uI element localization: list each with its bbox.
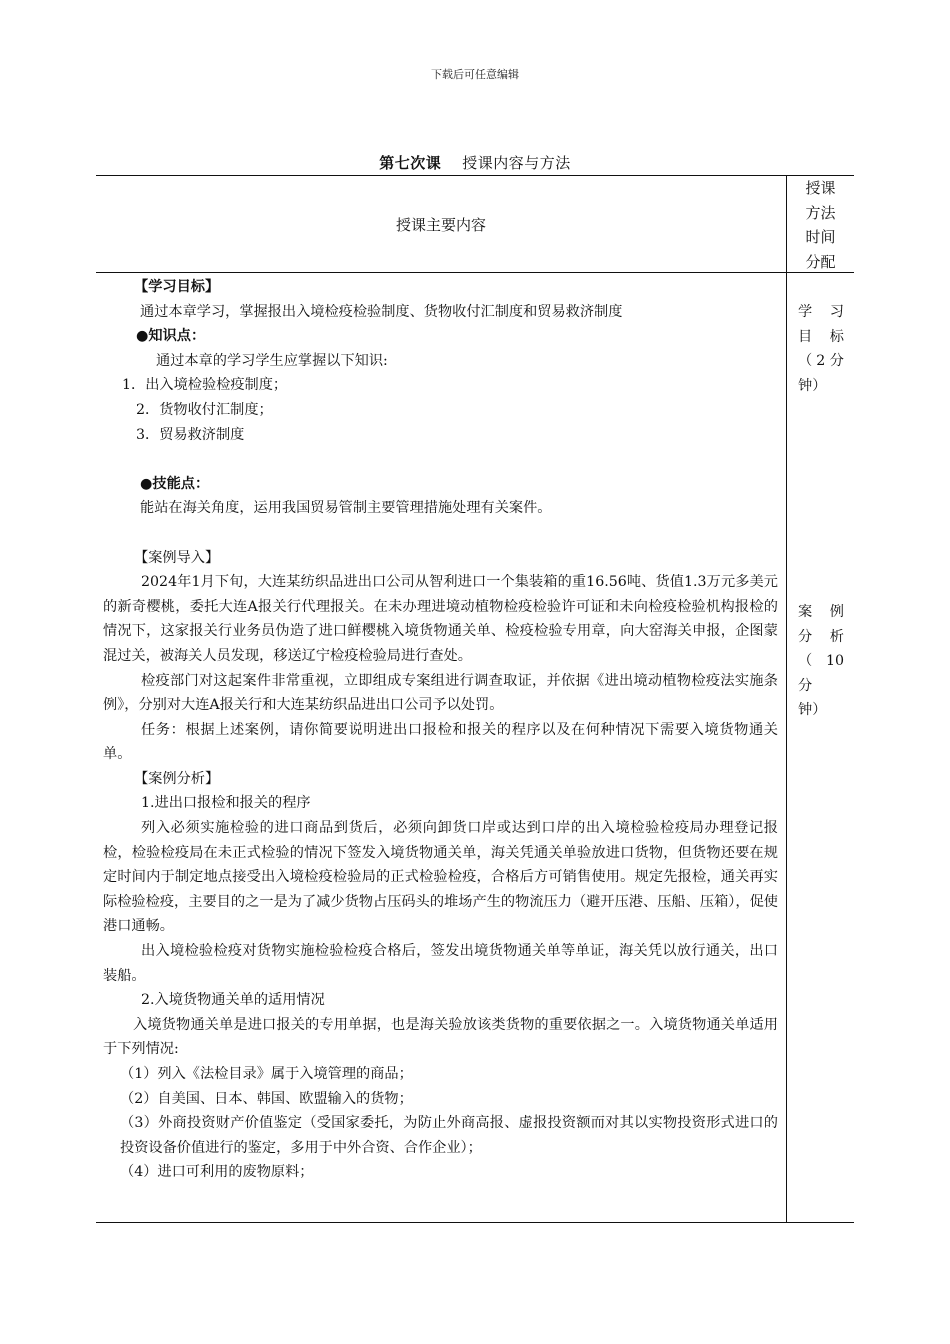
header-main-content: 授课主要内容 — [395, 216, 486, 234]
header-method-time — [787, 176, 854, 274]
goal-heading: 【学习目标】 — [134, 279, 220, 295]
knowledge-item: 1．出入境检验检疫制度； — [122, 377, 288, 394]
lesson-number: 第七次课 — [379, 154, 442, 172]
side-note-text: 例 — [829, 604, 844, 620]
side-note-text: 案 — [798, 604, 813, 620]
header-side-line: 分配 — [805, 252, 836, 271]
knowledge-heading: ●知识点： — [136, 328, 206, 345]
watermark: 下载后可任意编辑 — [431, 68, 519, 81]
side-note-case — [787, 600, 854, 723]
side-note-text: 目 — [798, 328, 813, 345]
analysis-2-item: （4）进口可利用的废物原料； — [120, 1164, 314, 1181]
analysis-2-item: （1）列入《法检目录》属于入境管理的商品； — [120, 1066, 413, 1082]
case-intro-paragraph: 2024年1月下旬，大连某纺织品进出口公司从智利进口一个集装箱的重16.56吨、货值1.3万元多美元的新奇樱桃，委托大连A报关行代理报关。在未办理进境动植物检疫检验许可证和未向检疫检验机构报检的情况下，这家报关行业务员伪造了进口鲜樱桃入境货物通关单、检疫检验专用章，向大窑海关申报，企图蒙混过关，被海关人员发现，移送辽宁检疫检验局进行查处。 — [103, 574, 778, 664]
analysis-2-item: （3）外商投资财产价值鉴定（受国家委托，为防止外商高报、虚报投资额而对其以实物投资形式进口的投资设备价值进行的鉴定，多用于中外合资、合作企业）； — [120, 1115, 778, 1156]
side-note-text: 2 分 — [816, 353, 844, 370]
side-note-text: （ — [798, 653, 813, 670]
case-intro-heading: 【案例导入】 — [134, 549, 220, 566]
side-note-text: 学 — [798, 304, 813, 320]
skill-heading: ●技能点： — [140, 475, 210, 492]
goal-text: 通过本章学习，掌握报出入境检疫检验制度、货物收付汇制度和贸易救济制度 — [140, 303, 623, 320]
side-note-text: 10 — [825, 653, 844, 670]
knowledge-item: 2．货物收付汇制度； — [136, 401, 273, 418]
header-side-line: 时间 — [805, 228, 836, 246]
header-divider — [96, 272, 854, 273]
header-side-line: 授课 — [805, 179, 836, 197]
analysis-2-item: （2）自美国、日本、韩国、欧盟输入的货物； — [120, 1090, 413, 1107]
side-note-text: 析 — [829, 628, 844, 645]
side-note-goal — [787, 300, 854, 398]
header-side-line: 方法 — [805, 203, 836, 222]
side-note-text: （ — [798, 353, 813, 370]
lesson-title — [0, 152, 950, 173]
main-content — [96, 275, 786, 1185]
side-note-text: 分 — [798, 677, 813, 694]
case-task: 任务：根据上述案例，请你简要说明进出口报检和报关的程序以及在何种情况下需要入境货物通关单。 — [103, 721, 778, 763]
lesson-table — [96, 175, 854, 1223]
knowledge-intro: 通过本章的学习学生应掌握以下知识: — [156, 352, 388, 369]
analysis-2-title: 2.入境货物通关单的适用情况 — [141, 992, 325, 1009]
side-note-text: 分 — [798, 628, 813, 645]
analysis-2-paragraph: 入境货物通关单是进口报关的专用单据，也是海关验放该类货物的重要依据之一。入境货物通关单适用于下列情况: — [103, 1016, 778, 1058]
analysis-1-title: 1.进出口报检和报关的程序 — [141, 795, 311, 812]
analysis-1-paragraph: 列入必须实施检验的进口商品到货后，必须向卸货口岸或达到口岸的出入境检验检疫局办理登记报检，检验检疫局在未正式检验的情况下签发入境货物通关单，海关凭通关单验放进口货物，但货物还要在规定时间内于制定地点接受出入境检疫检验局的正式检验检疫，合格后方可销售使用。规定先报检，通关再实际检验检疫，主要目的之一是为了减少货物占压码头的堆场产生的物流压力（避开压港、压船、压箱），促使港口通畅。 — [103, 820, 778, 935]
analysis-1-paragraph: 出入境检验检疫对货物实施检验检疫合格后，签发出境货物通关单等单证，海关凭以放行通关，出口装船。 — [103, 943, 778, 984]
side-note-text: 标 — [829, 328, 844, 345]
knowledge-item: 3．贸易救济制度 — [136, 426, 245, 443]
lesson-topic: 授课内容与方法 — [462, 154, 571, 172]
case-intro-paragraph: 检疫部门对这起案件非常重视，立即组成专案组进行调查取证，并依据《进出境动植物检疫法实施条例》，分别对大连A报关行和大连某纺织品进出口公司予以处罚。 — [103, 672, 778, 714]
skill-text: 能站在海关角度，运用我国贸易管制主要管理措施处理有关案件。 — [140, 500, 552, 517]
side-note-text: 钟） — [798, 702, 827, 719]
case-analysis-heading: 【案例分析】 — [134, 770, 220, 787]
side-note-text: 习 — [829, 304, 844, 320]
side-note-text: 钟） — [798, 377, 827, 394]
